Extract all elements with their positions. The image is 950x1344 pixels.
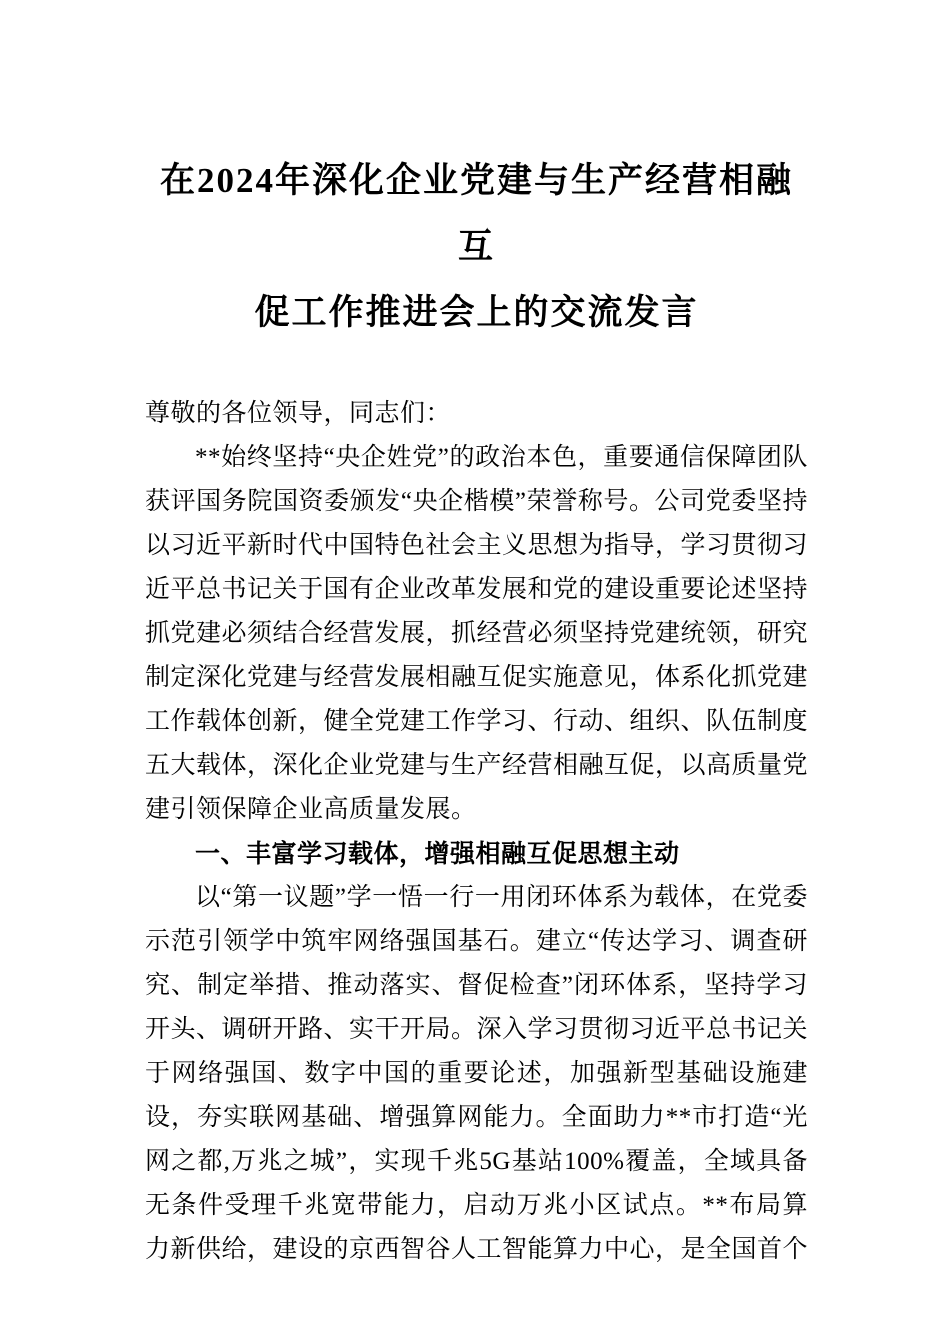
salutation: 尊敬的各位领导，同志们： bbox=[145, 400, 452, 427]
document-title bbox=[145, 148, 808, 346]
paragraph-intro: **始终坚持“央企姓党”的政治本色，重要通信保障团队获评国务院国资委颁发“央企楷模”荣誉称号。公司党委坚持以习近平新时代中国特色社会主义思想为指导，学习贯彻习近平总书记关于国有企业改革发展和党的建设重要论述坚持抓党建必须结合经营发展，抓经营必须坚持党建统领，研究制定深化党建与经营发展相融互促实施意见，体系化抓党建工作载体创新，健全党建工作学习、行动、组织、队伍制度五大载体，深化企业党建与生产经营相融互促，以高质量党建引领保障企业高质量发展。 bbox=[145, 444, 809, 823]
section-heading-1: 一、丰富学习载体，增强相融互促思想主动 bbox=[195, 840, 680, 868]
document-title-line-1: 在2024年深化企业党建与生产经营相融互 bbox=[159, 161, 793, 266]
document-title-line-2: 促工作推进会上的交流发言 bbox=[254, 293, 699, 332]
document-body bbox=[145, 392, 808, 1272]
paragraph-section-1: 以“第一议题”学一悟一行一用闭环体系为载体，在党委示范引领学中筑牢网络强国基石。建立“传达学习、调查研究、制定举措、推动落实、督促检查”闭环体系，坚持学习开头、调研开路、实干开局。深入学习贯彻习近平总书记关于网络强国、数字中国的重要论述，加强新型基础设施建设，夯实联网基础、增强算网能力。全面助力**市打造“光网之都,万兆之城”，实现千兆5G基站100%覆盖，全域具备无条件受理千兆宽带能力，启动万兆小区试点。**布局算力新供给，建设的京西智谷人工智能算力中心，是全国首个 bbox=[145, 884, 809, 1263]
